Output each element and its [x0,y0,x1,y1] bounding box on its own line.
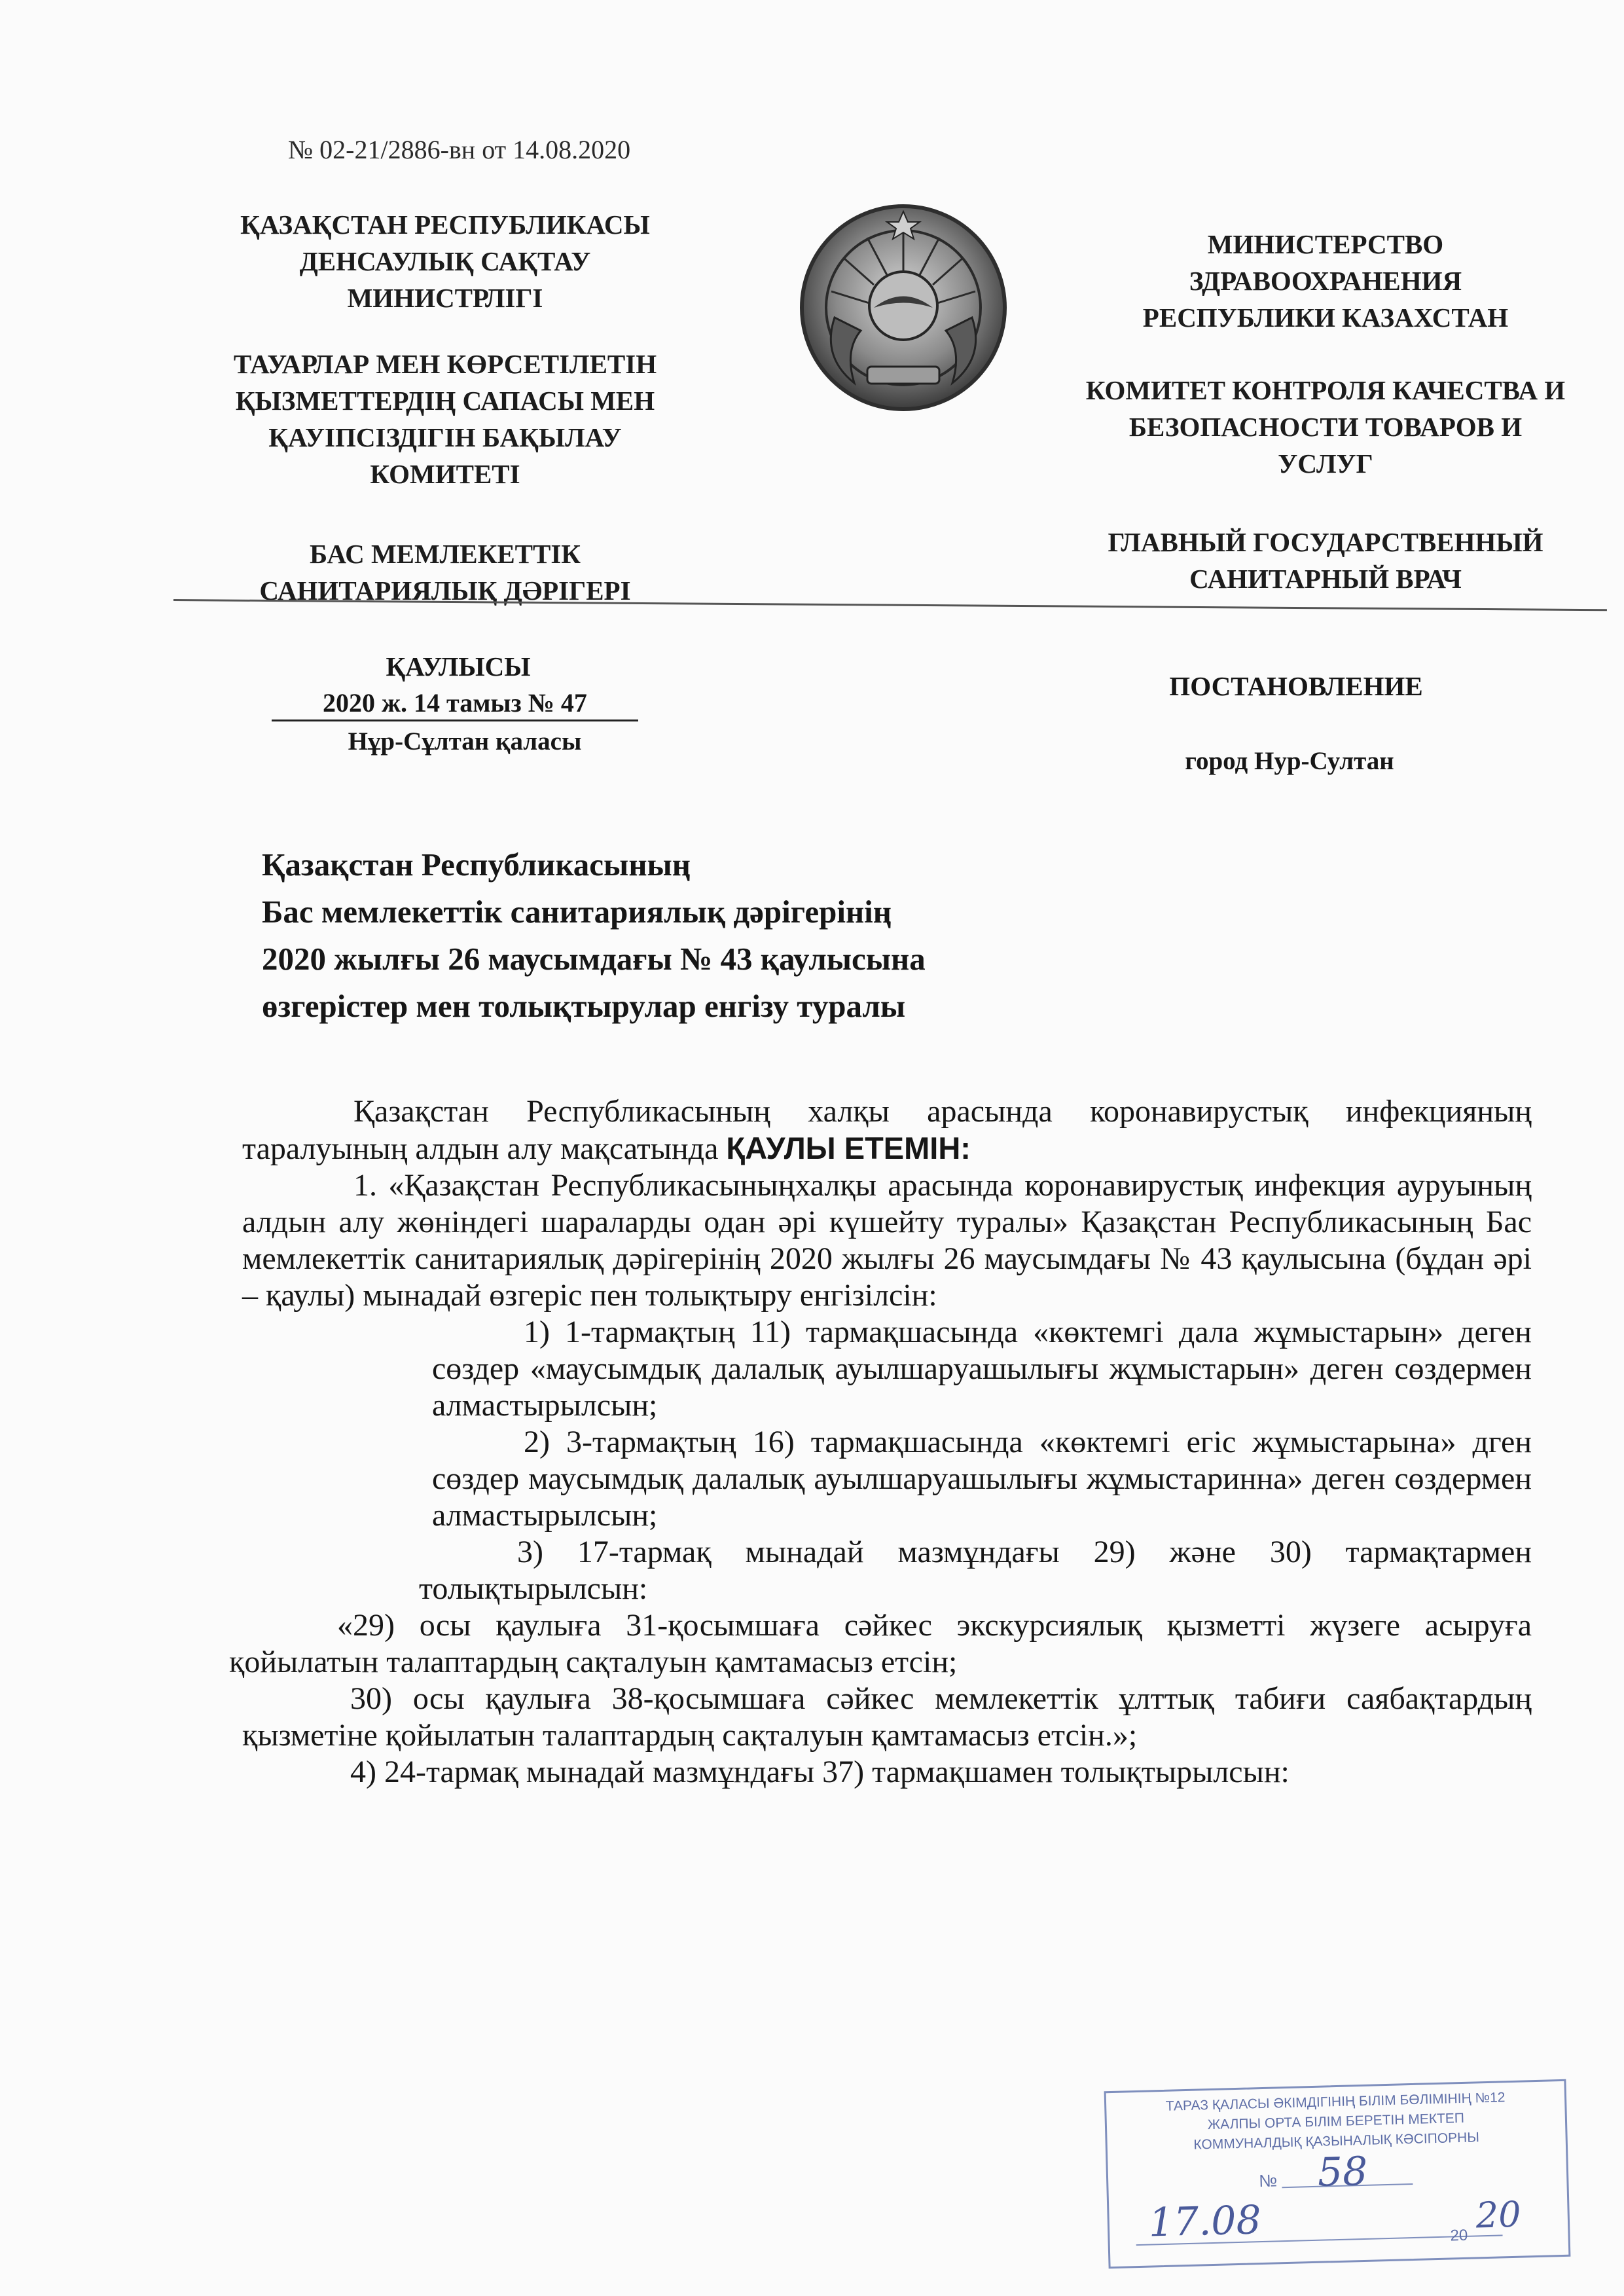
title-line: 2020 жылғы 26 маусымдағы № 43 қаулысына [262,941,926,977]
header-right-committee [1047,372,1604,482]
header-line: РЕСПУБЛИКИ КАЗАХСТАН [1142,302,1509,333]
kazakhstan-state-emblem-icon [795,200,1011,412]
subparagraph-3: 3) 17-тармақ мынадай мазмұндағы 29) және 30) тармақтармен толықтырылсын: [419,1535,1532,1606]
title-line: Қазақстан Республикасының [262,847,691,883]
decree-date-number: 2020 ж. 14 тамыз № 47 [272,687,638,721]
intro-paragraph [242,1093,1532,1167]
header-line: КОМИТЕТ КОНТРОЛЯ КАЧЕСТВА И [1085,375,1566,405]
stamp-handwritten-number: 58 [1317,2148,1369,2196]
quote-item-29: «29) осы қаулыға 31-қосымшаға сәйкес экскурсиялық қызметті жүзеге асыруға қойылатын талаптардың сақталуын қамтамасыз етсін; [229,1608,1532,1679]
header-left-official [183,536,707,609]
header-line: МИНИСТЕРСТВО [1207,229,1444,259]
header-line: БЕЗОПАСНОСТИ ТОВАРОВ И [1128,412,1523,442]
stamp-handwritten-date: 17.08 [1147,2197,1262,2246]
header-line: САНИТАРНЫЙ ВРАЧ [1189,564,1462,594]
intro-bold: ҚАУЛЫ ЕТЕМІН: [726,1131,971,1165]
header-line: ҚАУІПСІЗДІГІН БАҚЫЛАУ [268,422,622,452]
header-left-committee [183,346,707,492]
stamp-line: КОММУНАЛДЫҚ ҚАЗЫНАЛЫҚ КӘСІПОРНЫ [1193,2130,1480,2153]
subparagraph-4: 4) 24-тармақ мынадай мазмұндағы 37) тармақшамен толықтырылсын: [350,1755,1290,1789]
decree-kind-kz: ҚАУЛЫСЫ [386,651,531,682]
intro-text: Қазақстан Республикасының халқы арасында коронавирустық инфекцияның таралуының алдын алу мақсатында [242,1094,1532,1166]
header-line: МИНИСТРЛІГІ [347,283,543,313]
header-line: БАС МЕМЛЕКЕТТІК [309,539,581,569]
stamp-line: ТАРАЗ ҚАЛАСЫ ӘКІМДІГІНІҢ БІЛІМ БӨЛІМІНІҢ №12 [1165,2090,1506,2114]
header-line: КОМИТЕТІ [370,459,520,489]
header-line: ЗДРАВООХРАНЕНИЯ [1189,266,1462,296]
incoming-stamp [1104,2079,1571,2269]
subparagraph-1: 1) 1-тармақтың 11) тармақшасында «көктемгі дала жұмыстарын» деген сөздер «маусымдық далалық ауылшаруашылығы жұмыстарын» деген сөздермен алмастырылсын; [432,1315,1532,1423]
registration-number: № 02-21/2886-вн от 14.08.2020 [288,135,631,164]
stamp-line: ЖАЛПЫ ОРТА БІЛІМ БЕРЕТІН МЕКТЕП [1207,2110,1465,2133]
header-line: ГЛАВНЫЙ ГОСУДАРСТВЕННЫЙ [1108,527,1543,557]
title-line: өзгерістер мен толықтырулар енгізу туралы [262,988,906,1024]
header-right-official [1047,524,1604,597]
decree-title [262,841,1178,1030]
header-line: ҚЫЗМЕТТЕРДІҢ САПАСЫ МЕН [235,386,655,416]
stamp-organization [1106,2081,1566,2157]
header-right-ministry [1047,226,1604,336]
header-line: САНИТАРИЯЛЫҚ ДӘРІГЕРІ [259,575,631,606]
header-line: УСЛУГ [1278,448,1373,479]
title-line: Бас мемлекеттік санитариялық дәрігерінің [262,894,892,930]
quote-item-30: 30) осы қаулыға 38-қосымшаға сәйкес мемлекеттік ұлттық табиғи саябақтардың қызметіне қойылатын талаптардың сақталуын қамтамасыз етсін.»; [242,1681,1532,1753]
stamp-handwritten-year: 20 [1475,2193,1522,2236]
header-line: ДЕНСАУЛЫҚ САҚТАУ [299,246,591,276]
decree-body [229,1093,1532,1791]
header-line: ҚАЗАҚСТАН РЕСПУБЛИКАСЫ [240,210,650,240]
decree-city-kz: Нұр-Сұлтан қаласы [348,727,582,756]
header-left-ministry [183,206,707,316]
subparagraph-2: 2) 3-тармақтың 16) тармақшасында «көктемгі егіс жұмыстарына» дген сөздер маусымдық далалық ауылшаруашылығы жұмыстаринна» деген сөздермен алмастырылсын; [432,1425,1532,1533]
paragraph-1: 1. «Қазақстан Республикасыныңхалқы арасында коронавирустық инфекция ауруының алдын алу жөніндегі шараларды одан әрі күшейту туралы» Қазақстан Республикасының Бас мемлекеттік санитариялық дәрігерінің 2020 жылғы 26 маусымдағы № 43 қаулысына (бұдан әрі – қаулы) мынадай өзгеріс пен толықтыру енгізілсін: [242,1168,1532,1313]
header-line: ТАУАРЛАР МЕН КӨРСЕТІЛЕТІН [233,349,657,379]
decree-city-ru: город Нур-Султан [1185,747,1394,775]
stamp-number-label: № [1258,2170,1278,2191]
stamp-year-printed: 20 [1450,2226,1468,2245]
decree-kind-ru: ПОСТАНОВЛЕНИЕ [1169,671,1423,701]
